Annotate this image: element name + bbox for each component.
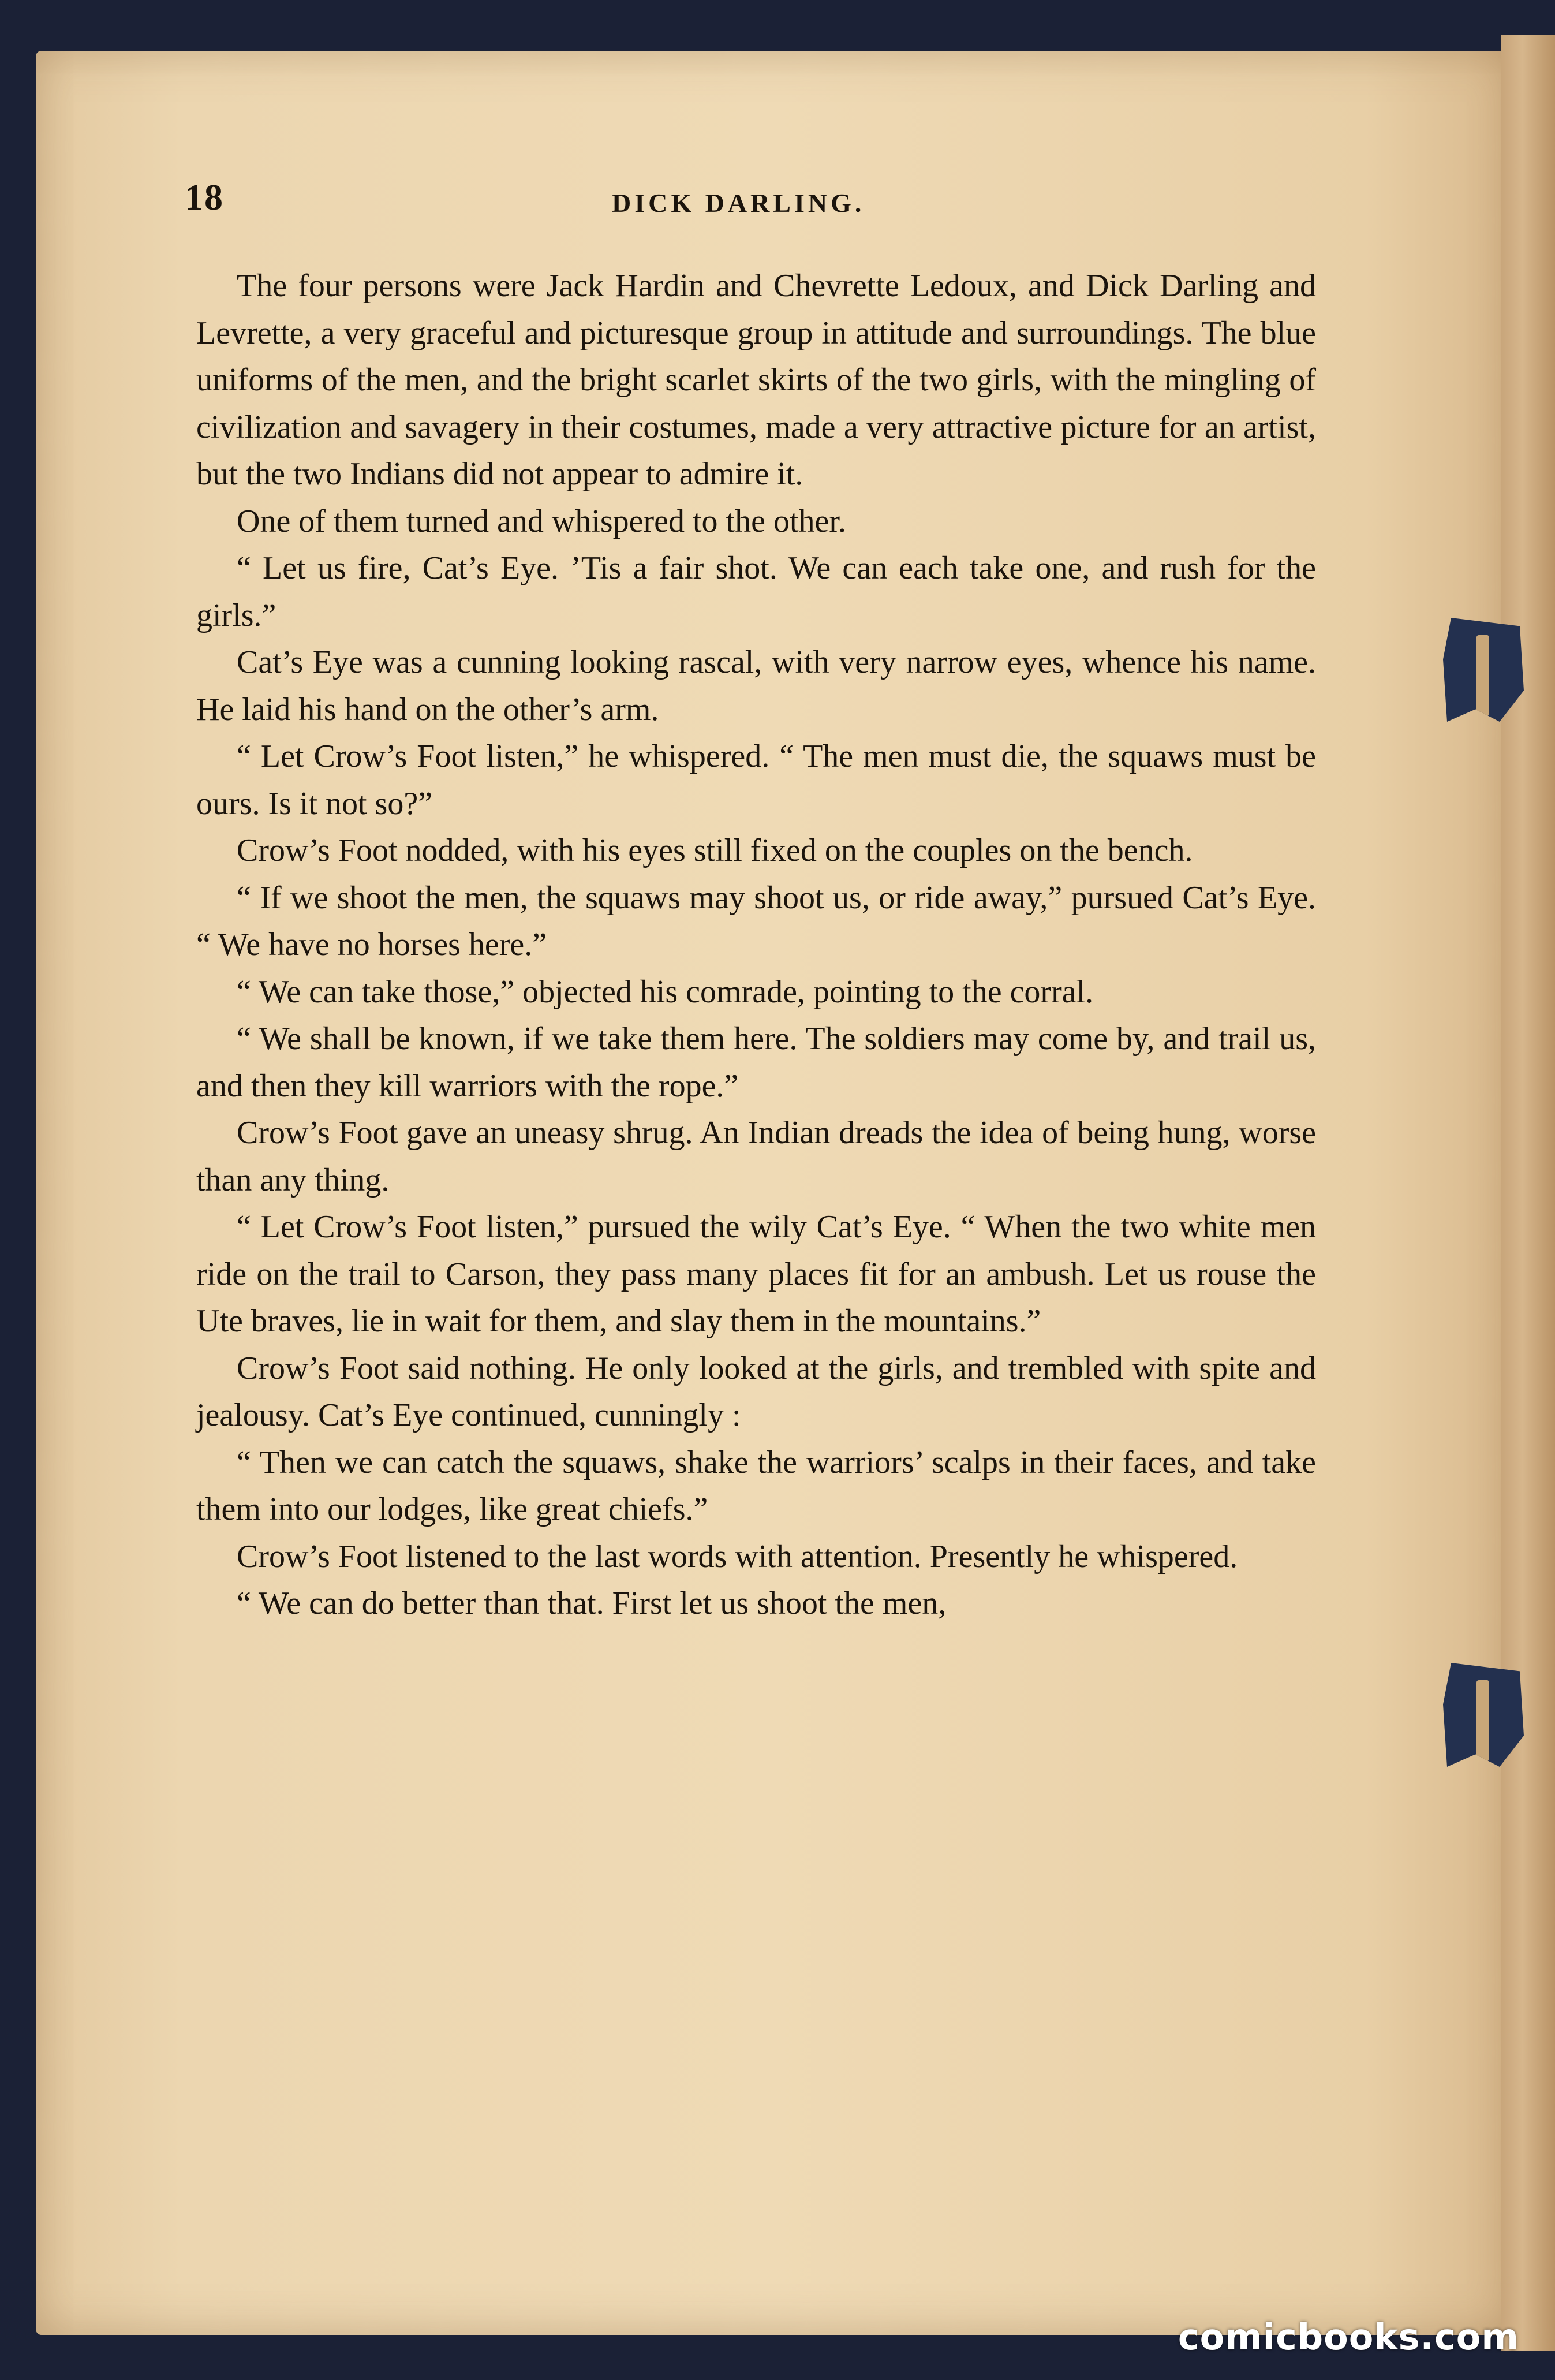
book-spine	[1501, 35, 1555, 2351]
paragraph-9: “ We shall be known, if we take them here. The soldiers may come by, and trail us, and then they kill warriors with the rope.”	[196, 1021, 1316, 1104]
paragraph-10: Crow’s Foot gave an uneasy shrug. An Indian dreads the idea of being hung, worse than any thing.	[196, 1115, 1316, 1198]
paragraph-6: Crow’s Foot nodded, with his eyes still fixed on the couples on the bench.	[237, 833, 1193, 868]
paragraph-12: Crow’s Foot said nothing. He only looked at the girls, and trembled with spite and jealousy. Cat’s Eye continued, cunningly :	[196, 1350, 1316, 1433]
watermark: comicbooks.com	[1178, 2316, 1519, 2358]
page-number: 18	[185, 177, 224, 218]
paragraph-2: One of them turned and whispered to the other.	[237, 503, 846, 539]
paragraph-14: Crow’s Foot listened to the last words with attention. Presently he whispered.	[237, 1538, 1238, 1575]
paragraph-4: Cat’s Eye was a cunning looking rascal, with very narrow eyes, whence his name. He laid his hand on the other’s arm.	[196, 644, 1316, 728]
paragraph-11: “ Let Crow’s Foot listen,” pursued the wily Cat’s Eye. “ When the two white men ride on the trail to Carson, they pass many places fit for an ambush. Let us rouse the Ute braves, lie in wait for them, and slay them in the mountains.”	[196, 1209, 1316, 1339]
binding-staple-bottom	[1443, 1663, 1524, 1767]
page-text-column	[185, 176, 1316, 1628]
paragraph-15: “ We can do better than that. First let us shoot the men,	[237, 1586, 947, 1621]
paragraph-13: “ Then we can catch the squaws, shake the warriors’ scalps in their faces, and take them into our lodges, like great chiefs.”	[196, 1444, 1316, 1527]
paragraph-3: “ Let us fire, Cat’s Eye. ’Tis a fair shot. We can each take one, and rush for the girls.”	[196, 550, 1316, 633]
paragraph-8: “ We can take those,” objected his comrade, pointing to the corral.	[237, 973, 1094, 1010]
paragraph-5: “ Let Crow’s Foot listen,” he whispered. “ The men must die, the squaws must be ours. Is it not so?”	[196, 738, 1316, 822]
page-header	[185, 176, 1316, 228]
paragraph-7: “ If we shoot the men, the squaws may shoot us, or ride away,” pursued Cat’s Eye. “ We have no horses here.”	[196, 879, 1316, 963]
binding-staple-top	[1443, 618, 1524, 722]
running-head: DICK DARLING.	[612, 188, 865, 218]
paragraph-1: The four persons were Jack Hardin and Chevrette Ledoux, and Dick Darling and Levrette, a very graceful and picturesque group in attitude and surroundings. The blue uniforms of the men, and the bright scarlet skirts of the two girls, with the mingling of civilization and savagery in their costumes, made a very attractive picture for an artist, but the two Indians did not appear to admire it.	[196, 268, 1316, 492]
